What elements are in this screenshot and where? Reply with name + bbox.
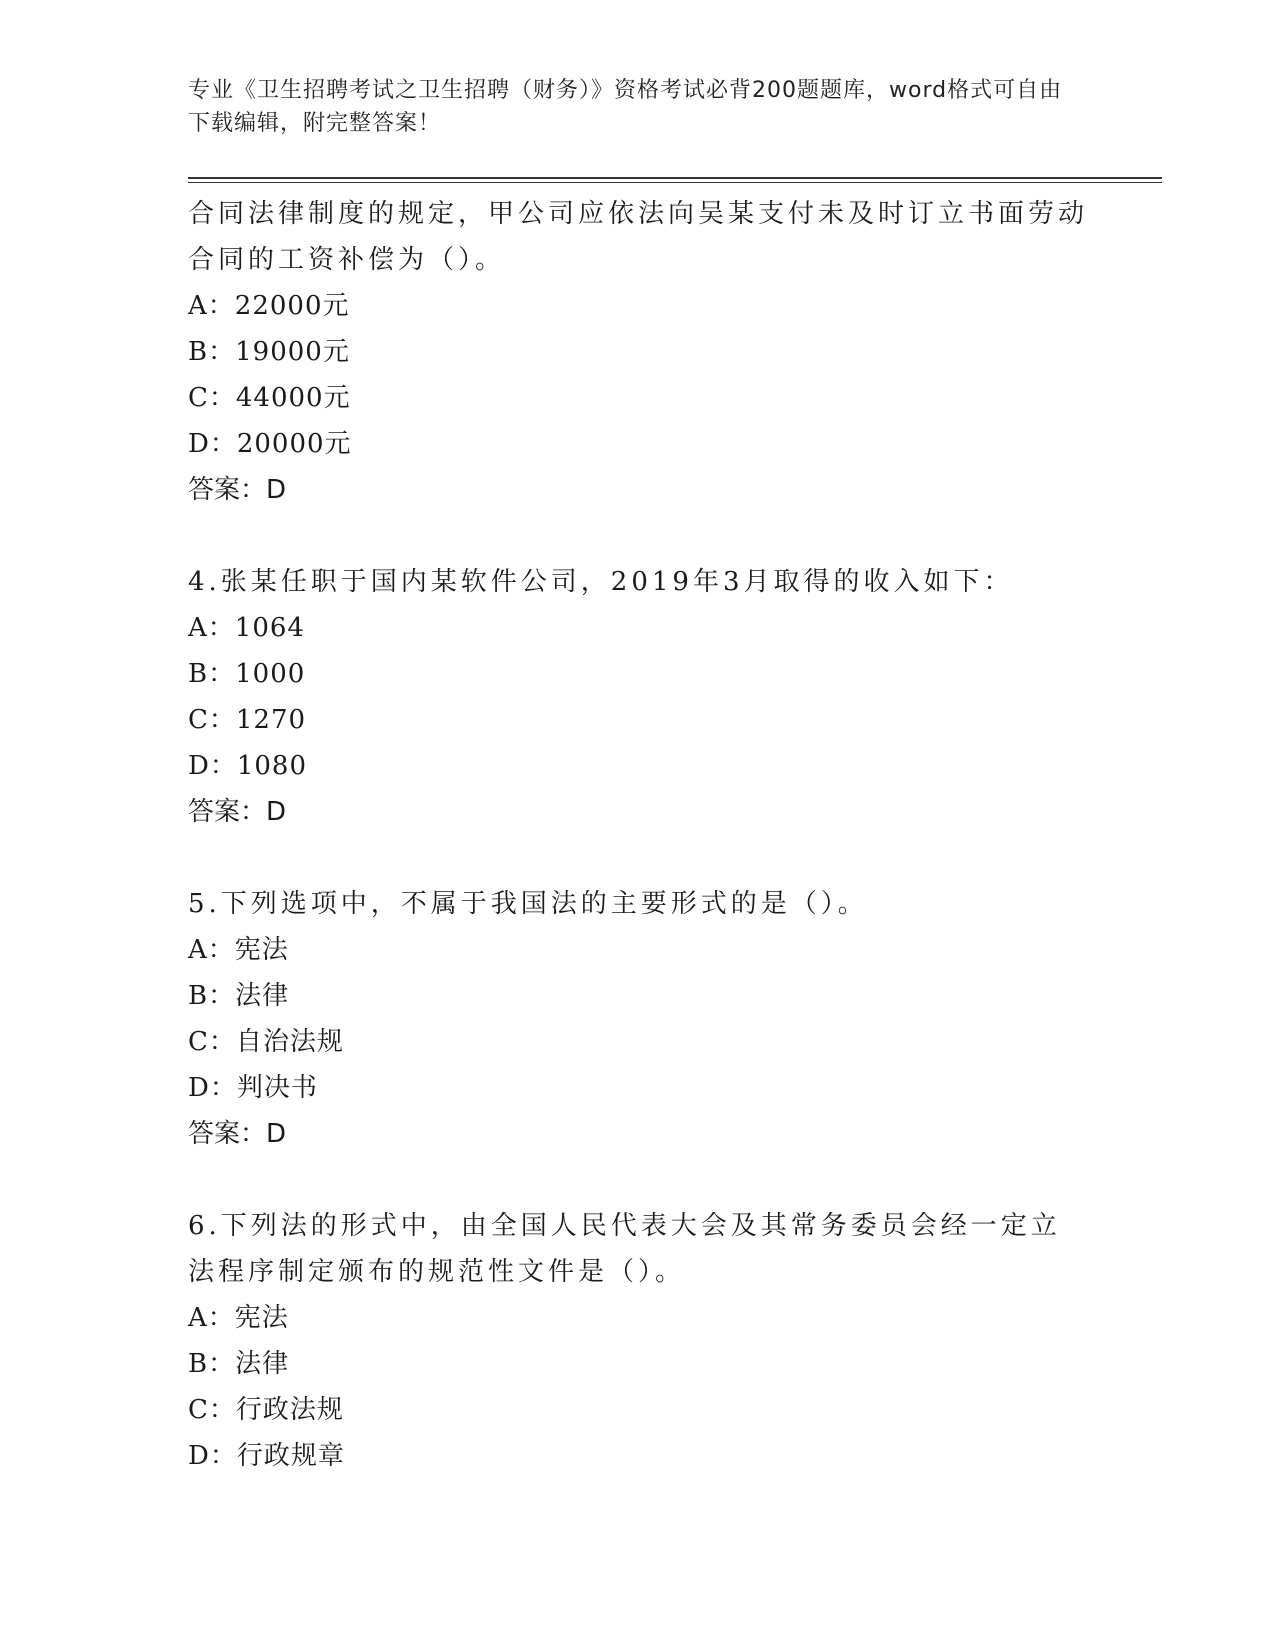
question-stem: 合同法律制度的规定，甲公司应依法向吴某支付未及时订立书面劳动合同的工资补偿为（）。 (188, 199, 1089, 275)
spacer (188, 513, 1088, 559)
option-d: D：行政规章 (188, 1441, 345, 1471)
spacer (188, 835, 1088, 881)
option-b: B：法律 (188, 981, 290, 1011)
question-item (188, 1203, 1088, 1479)
question-item (188, 191, 1088, 513)
option-a: A：宪法 (188, 935, 289, 965)
option-c: C：1270 (188, 705, 307, 735)
option-b: B：法律 (188, 1349, 290, 1379)
answer-line: 答案：D (188, 1119, 287, 1149)
option-c: C：自治法规 (188, 1027, 344, 1057)
question-item (188, 559, 1088, 835)
header-divider (188, 177, 1162, 183)
option-a: A：1064 (188, 613, 305, 643)
answer-line: 答案：D (188, 475, 287, 505)
spacer (188, 1157, 1088, 1203)
page-header-title: 专业《卫生招聘考试之卫生招聘（财务）》资格考试必背200题题库，word格式可自由下载编辑，附完整答案！ (188, 78, 1063, 136)
question-stem: 6.下列法的形式中，由全国人民代表大会及其常务委员会经一定立法程序制定颁布的规范性文件是（）。 (188, 1211, 1061, 1287)
option-d: D：20000元 (188, 429, 352, 459)
option-a: A：宪法 (188, 1303, 289, 1333)
question-stem: 5.下列选项中，不属于我国法的主要形式的是（）。 (188, 889, 868, 919)
option-a: A：22000元 (188, 291, 350, 321)
question-item (188, 881, 1088, 1157)
option-d: D：1080 (188, 751, 308, 781)
option-c: C：行政法规 (188, 1395, 344, 1425)
option-b: B：19000元 (188, 337, 350, 367)
option-c: C：44000元 (188, 383, 351, 413)
answer-line: 答案：D (188, 797, 287, 827)
option-d: D：判决书 (188, 1073, 318, 1103)
option-b: B：1000 (188, 659, 306, 689)
question-stem: 4.张某任职于国内某软件公司，2019年3月取得的收入如下： (188, 567, 1014, 597)
question-list (188, 191, 1088, 1479)
